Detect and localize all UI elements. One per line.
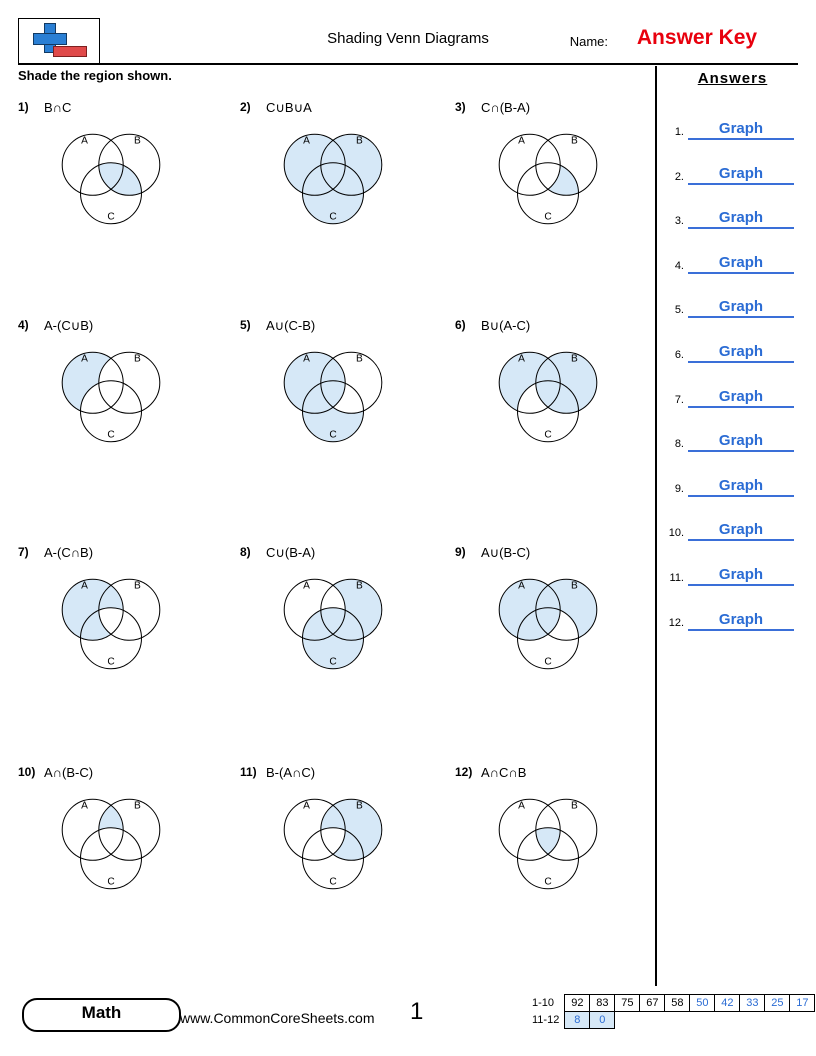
answer-row (662, 155, 794, 185)
answer-value: Graph (718, 521, 764, 539)
problem-item (240, 100, 450, 300)
answer-row (662, 556, 794, 586)
svg-text:A: A (303, 135, 310, 147)
venn-diagram[interactable] (258, 783, 408, 910)
problem-expression: C∪B∪A (266, 100, 312, 115)
answer-number: 3. (674, 215, 684, 228)
score-cell: 50 (690, 995, 715, 1012)
problem-number: 12) (455, 765, 473, 779)
page-header (18, 18, 798, 62)
problem-expression: A∩C∩B (481, 765, 527, 780)
svg-text:B: B (571, 800, 578, 812)
problem-number: 11) (240, 765, 257, 779)
answer-row (662, 199, 794, 229)
svg-text:A: A (81, 580, 88, 592)
answer-value: Graph (718, 164, 764, 182)
problem-item (18, 765, 228, 965)
svg-text:A: A (518, 800, 525, 812)
answer-row (662, 467, 794, 497)
venn-diagram[interactable] (473, 336, 623, 463)
venn-diagram[interactable] (258, 336, 408, 463)
svg-text:B: B (571, 353, 578, 365)
score-cell: 92 (565, 995, 590, 1012)
score-cell: 58 (665, 995, 690, 1012)
problem-number: 9) (455, 545, 466, 559)
svg-text:B: B (571, 580, 578, 592)
svg-text:C: C (544, 211, 552, 223)
problem-item (18, 318, 228, 518)
answer-number: 2. (674, 170, 684, 183)
svg-text:A: A (81, 353, 88, 365)
score-cell: 25 (765, 995, 790, 1012)
answer-key-stamp: Answer Key (636, 26, 758, 49)
svg-text:C: C (107, 211, 115, 223)
score-cell: 33 (740, 995, 765, 1012)
page-title: Shading Venn Diagrams (327, 30, 489, 47)
svg-text:C: C (544, 876, 552, 888)
answer-row (662, 110, 794, 140)
venn-diagram[interactable] (36, 783, 186, 910)
name-label: Name: (569, 34, 608, 49)
problem-number: 2) (240, 100, 251, 114)
problem-expression: A-(C∪B) (44, 318, 94, 333)
score-cell: 42 (715, 995, 740, 1012)
svg-text:B: B (356, 353, 363, 365)
svg-text:B: B (356, 135, 363, 147)
score-cell: 17 (790, 995, 815, 1012)
problem-item (18, 545, 228, 745)
score-cell: 8 (565, 1012, 590, 1029)
answer-value: Graph (718, 432, 764, 450)
svg-text:B: B (134, 353, 141, 365)
svg-text:B: B (134, 800, 141, 812)
bar-icon (53, 46, 87, 57)
svg-text:A: A (303, 353, 310, 365)
problem-expression: B∩C (44, 100, 72, 115)
answer-number: 9. (674, 482, 684, 495)
svg-text:C: C (329, 876, 337, 888)
answer-value: Graph (718, 253, 764, 271)
score-row (528, 1012, 815, 1029)
problem-item (455, 765, 665, 965)
score-cell: 75 (615, 995, 640, 1012)
answer-row (662, 288, 794, 318)
score-cell: 0 (590, 1012, 615, 1029)
svg-text:A: A (303, 580, 310, 592)
svg-text:C: C (329, 656, 337, 668)
score-cell: 83 (590, 995, 615, 1012)
answer-number: 12. (668, 616, 684, 629)
problem-expression: A∩(B-C) (44, 765, 94, 780)
score-row-label: 1-10 (532, 997, 555, 1009)
answer-number: 6. (674, 349, 684, 361)
svg-text:A: A (303, 800, 310, 812)
svg-text:C: C (544, 429, 552, 441)
site-url-text: www.CommonCoreSheets.com (180, 1010, 375, 1026)
answer-row (662, 422, 794, 452)
problem-expression: B-(A∩C) (266, 765, 316, 780)
answer-number: 8. (674, 438, 684, 451)
score-row-label: 11-12 (532, 1014, 560, 1026)
page-number: 1 (410, 998, 424, 1025)
answer-row (662, 333, 794, 363)
problem-number: 4) (18, 318, 29, 332)
answer-number: 7. (674, 393, 684, 406)
answer-value: Graph (718, 476, 764, 494)
svg-text:B: B (356, 800, 363, 812)
answer-number: 10. (668, 527, 684, 540)
problem-item (455, 100, 665, 300)
svg-text:C: C (107, 876, 115, 888)
answer-number: 4. (674, 259, 684, 272)
score-cell: 67 (640, 995, 665, 1012)
answer-row (662, 244, 794, 274)
answer-value: Graph (718, 566, 764, 583)
score-row (528, 995, 815, 1012)
answer-value: Graph (718, 298, 764, 316)
problem-number: 7) (18, 545, 29, 559)
svg-text:A: A (518, 580, 525, 592)
subject-badge (22, 998, 181, 1032)
problem-item (240, 318, 450, 518)
problem-number: 6) (455, 318, 466, 332)
instructions: Shade the region shown. (18, 68, 172, 83)
venn-diagram[interactable] (473, 563, 623, 690)
answers-heading: Answers (697, 70, 768, 87)
svg-text:C: C (544, 656, 552, 668)
problem-expression: B∪(A-C) (481, 318, 531, 333)
answer-value: Graph (718, 343, 764, 360)
svg-text:B: B (134, 580, 141, 592)
svg-text:A: A (81, 135, 88, 147)
venn-diagram[interactable] (258, 563, 408, 690)
svg-text:C: C (107, 429, 115, 441)
problem-item (240, 765, 450, 965)
svg-text:A: A (81, 800, 88, 812)
answer-number: 11. (669, 572, 684, 584)
subject-label: Math (81, 1003, 122, 1022)
svg-text:A: A (518, 353, 525, 365)
venn-diagram[interactable] (36, 563, 186, 690)
svg-text:B: B (356, 580, 363, 592)
problem-number: 1) (18, 100, 29, 114)
answer-row (662, 511, 794, 541)
problem-expression: A∪(B-C) (481, 545, 531, 560)
problem-expression: C∩(B-A) (481, 100, 531, 115)
problem-number: 3) (455, 100, 466, 114)
answer-value: Graph (718, 120, 764, 137)
score-table (528, 994, 815, 1029)
header-divider (18, 63, 798, 65)
svg-text:C: C (107, 656, 115, 668)
answer-row (662, 378, 794, 408)
problem-number: 8) (240, 545, 251, 559)
svg-text:A: A (518, 135, 525, 147)
svg-text:B: B (571, 135, 578, 147)
answer-row (662, 601, 794, 631)
svg-text:C: C (329, 211, 337, 223)
venn-diagram[interactable] (258, 118, 408, 245)
venn-diagram[interactable] (473, 783, 623, 910)
answer-value: Graph (718, 387, 764, 405)
site-url (180, 1010, 375, 1026)
answer-value: Graph (718, 610, 764, 628)
venn-diagram[interactable] (473, 118, 623, 245)
svg-text:B: B (134, 135, 141, 147)
answer-number: 1. (674, 126, 684, 138)
venn-diagram[interactable] (36, 118, 186, 245)
svg-text:C: C (329, 429, 337, 441)
problem-expression: A-(C∩B) (44, 545, 94, 560)
problem-item (455, 545, 665, 745)
problem-item (18, 100, 228, 300)
problem-number: 10) (18, 765, 36, 779)
problem-number: 5) (240, 318, 251, 332)
problem-item (240, 545, 450, 745)
problem-item (455, 318, 665, 518)
answer-number: 5. (674, 304, 684, 317)
venn-diagram[interactable] (36, 336, 186, 463)
answer-value: Graph (718, 209, 764, 227)
problem-expression: C∪(B-A) (266, 545, 316, 560)
problem-expression: A∪(C-B) (266, 318, 316, 333)
